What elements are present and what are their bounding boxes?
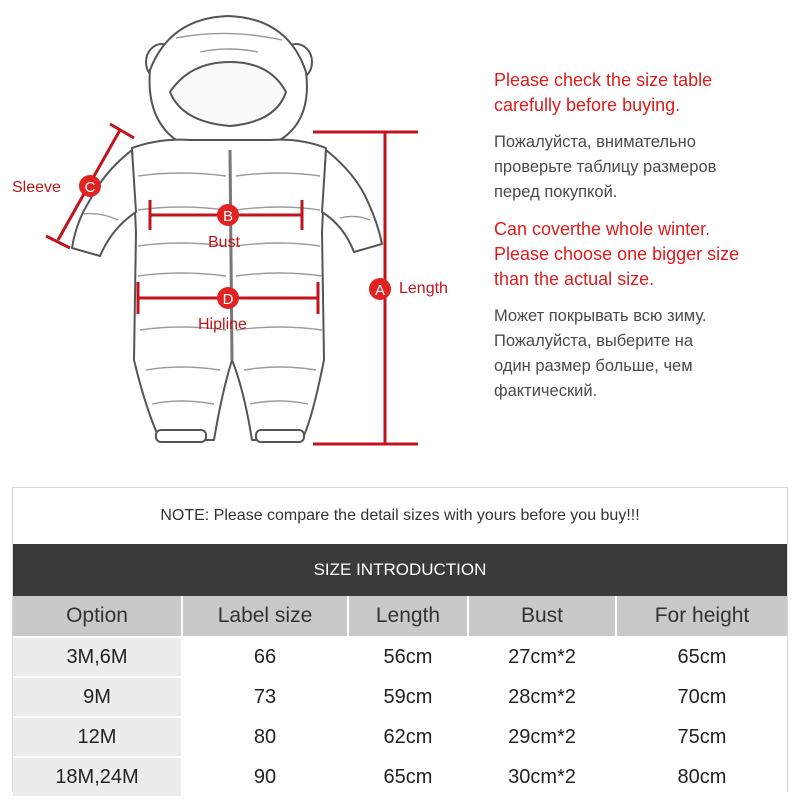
cell-option: 3M,6M — [13, 638, 183, 678]
size-table-warning-en: Please check the size table carefully before buying. — [494, 70, 713, 115]
marker-c — [79, 175, 101, 197]
svg-text:D: D — [222, 291, 234, 308]
cell-label-size: 80 — [183, 718, 349, 758]
size-table-title: SIZE INTRODUCTION — [13, 544, 787, 596]
marker-d — [217, 287, 239, 309]
size-up-advice-ru: Может покрывать всю зиму. Пожалуйста, выберите на один размер больше, чем фактический. — [494, 307, 707, 400]
cell-bust: 28cm*2 — [469, 678, 617, 718]
svg-text:B: B — [222, 208, 234, 225]
size-up-advice-en: Can coverthe whole winter. Please choose one bigger size than the actual size. — [494, 219, 740, 289]
table-row — [13, 678, 787, 718]
marker-a — [369, 278, 391, 300]
cell-length: 62cm — [349, 718, 469, 758]
cell-bust: 27cm*2 — [469, 638, 617, 678]
hipline-label: Hipline — [198, 316, 247, 333]
cell-length: 65cm — [349, 758, 469, 798]
cell-for-height: 75cm — [617, 718, 787, 758]
sleeve-label: Sleeve — [12, 179, 61, 196]
column-header-bust: Bust — [469, 596, 617, 638]
table-row — [13, 758, 787, 798]
marker-b — [217, 204, 239, 226]
cell-length: 56cm — [349, 638, 469, 678]
column-header-for-height: For height — [617, 596, 787, 638]
table-row — [13, 718, 787, 758]
column-header-length: Length — [349, 596, 469, 638]
cell-bust: 29cm*2 — [469, 718, 617, 758]
snowsuit-illustration — [72, 16, 382, 442]
size-notes — [494, 68, 794, 404]
svg-text:C: C — [84, 179, 96, 196]
cell-label-size: 90 — [183, 758, 349, 798]
size-panel — [12, 487, 788, 792]
cell-bust: 30cm*2 — [469, 758, 617, 798]
cell-length: 59cm — [349, 678, 469, 718]
size-table-warning-ru: Пожалуйста, внимательно проверьте таблицу размеров перед покупкой. — [494, 133, 717, 201]
cell-for-height: 70cm — [617, 678, 787, 718]
cell-option: 12M — [13, 718, 183, 758]
cell-label-size: 66 — [183, 638, 349, 678]
size-note: NOTE: Please compare the detail sizes with yours before you buy!!! — [160, 507, 640, 524]
garment-diagram — [0, 0, 470, 470]
column-header-label-size: Label size — [183, 596, 349, 638]
svg-text:A: A — [374, 282, 386, 299]
cell-for-height: 80cm — [617, 758, 787, 798]
length-label: Length — [399, 280, 448, 297]
cell-for-height: 65cm — [617, 638, 787, 678]
size-table-header — [13, 596, 787, 638]
cell-label-size: 73 — [183, 678, 349, 718]
cell-option: 9M — [13, 678, 183, 718]
column-header-option: Option — [13, 596, 183, 638]
size-table — [13, 596, 787, 798]
table-row — [13, 638, 787, 678]
bust-label: Bust — [208, 234, 241, 251]
cell-option: 18M,24M — [13, 758, 183, 798]
